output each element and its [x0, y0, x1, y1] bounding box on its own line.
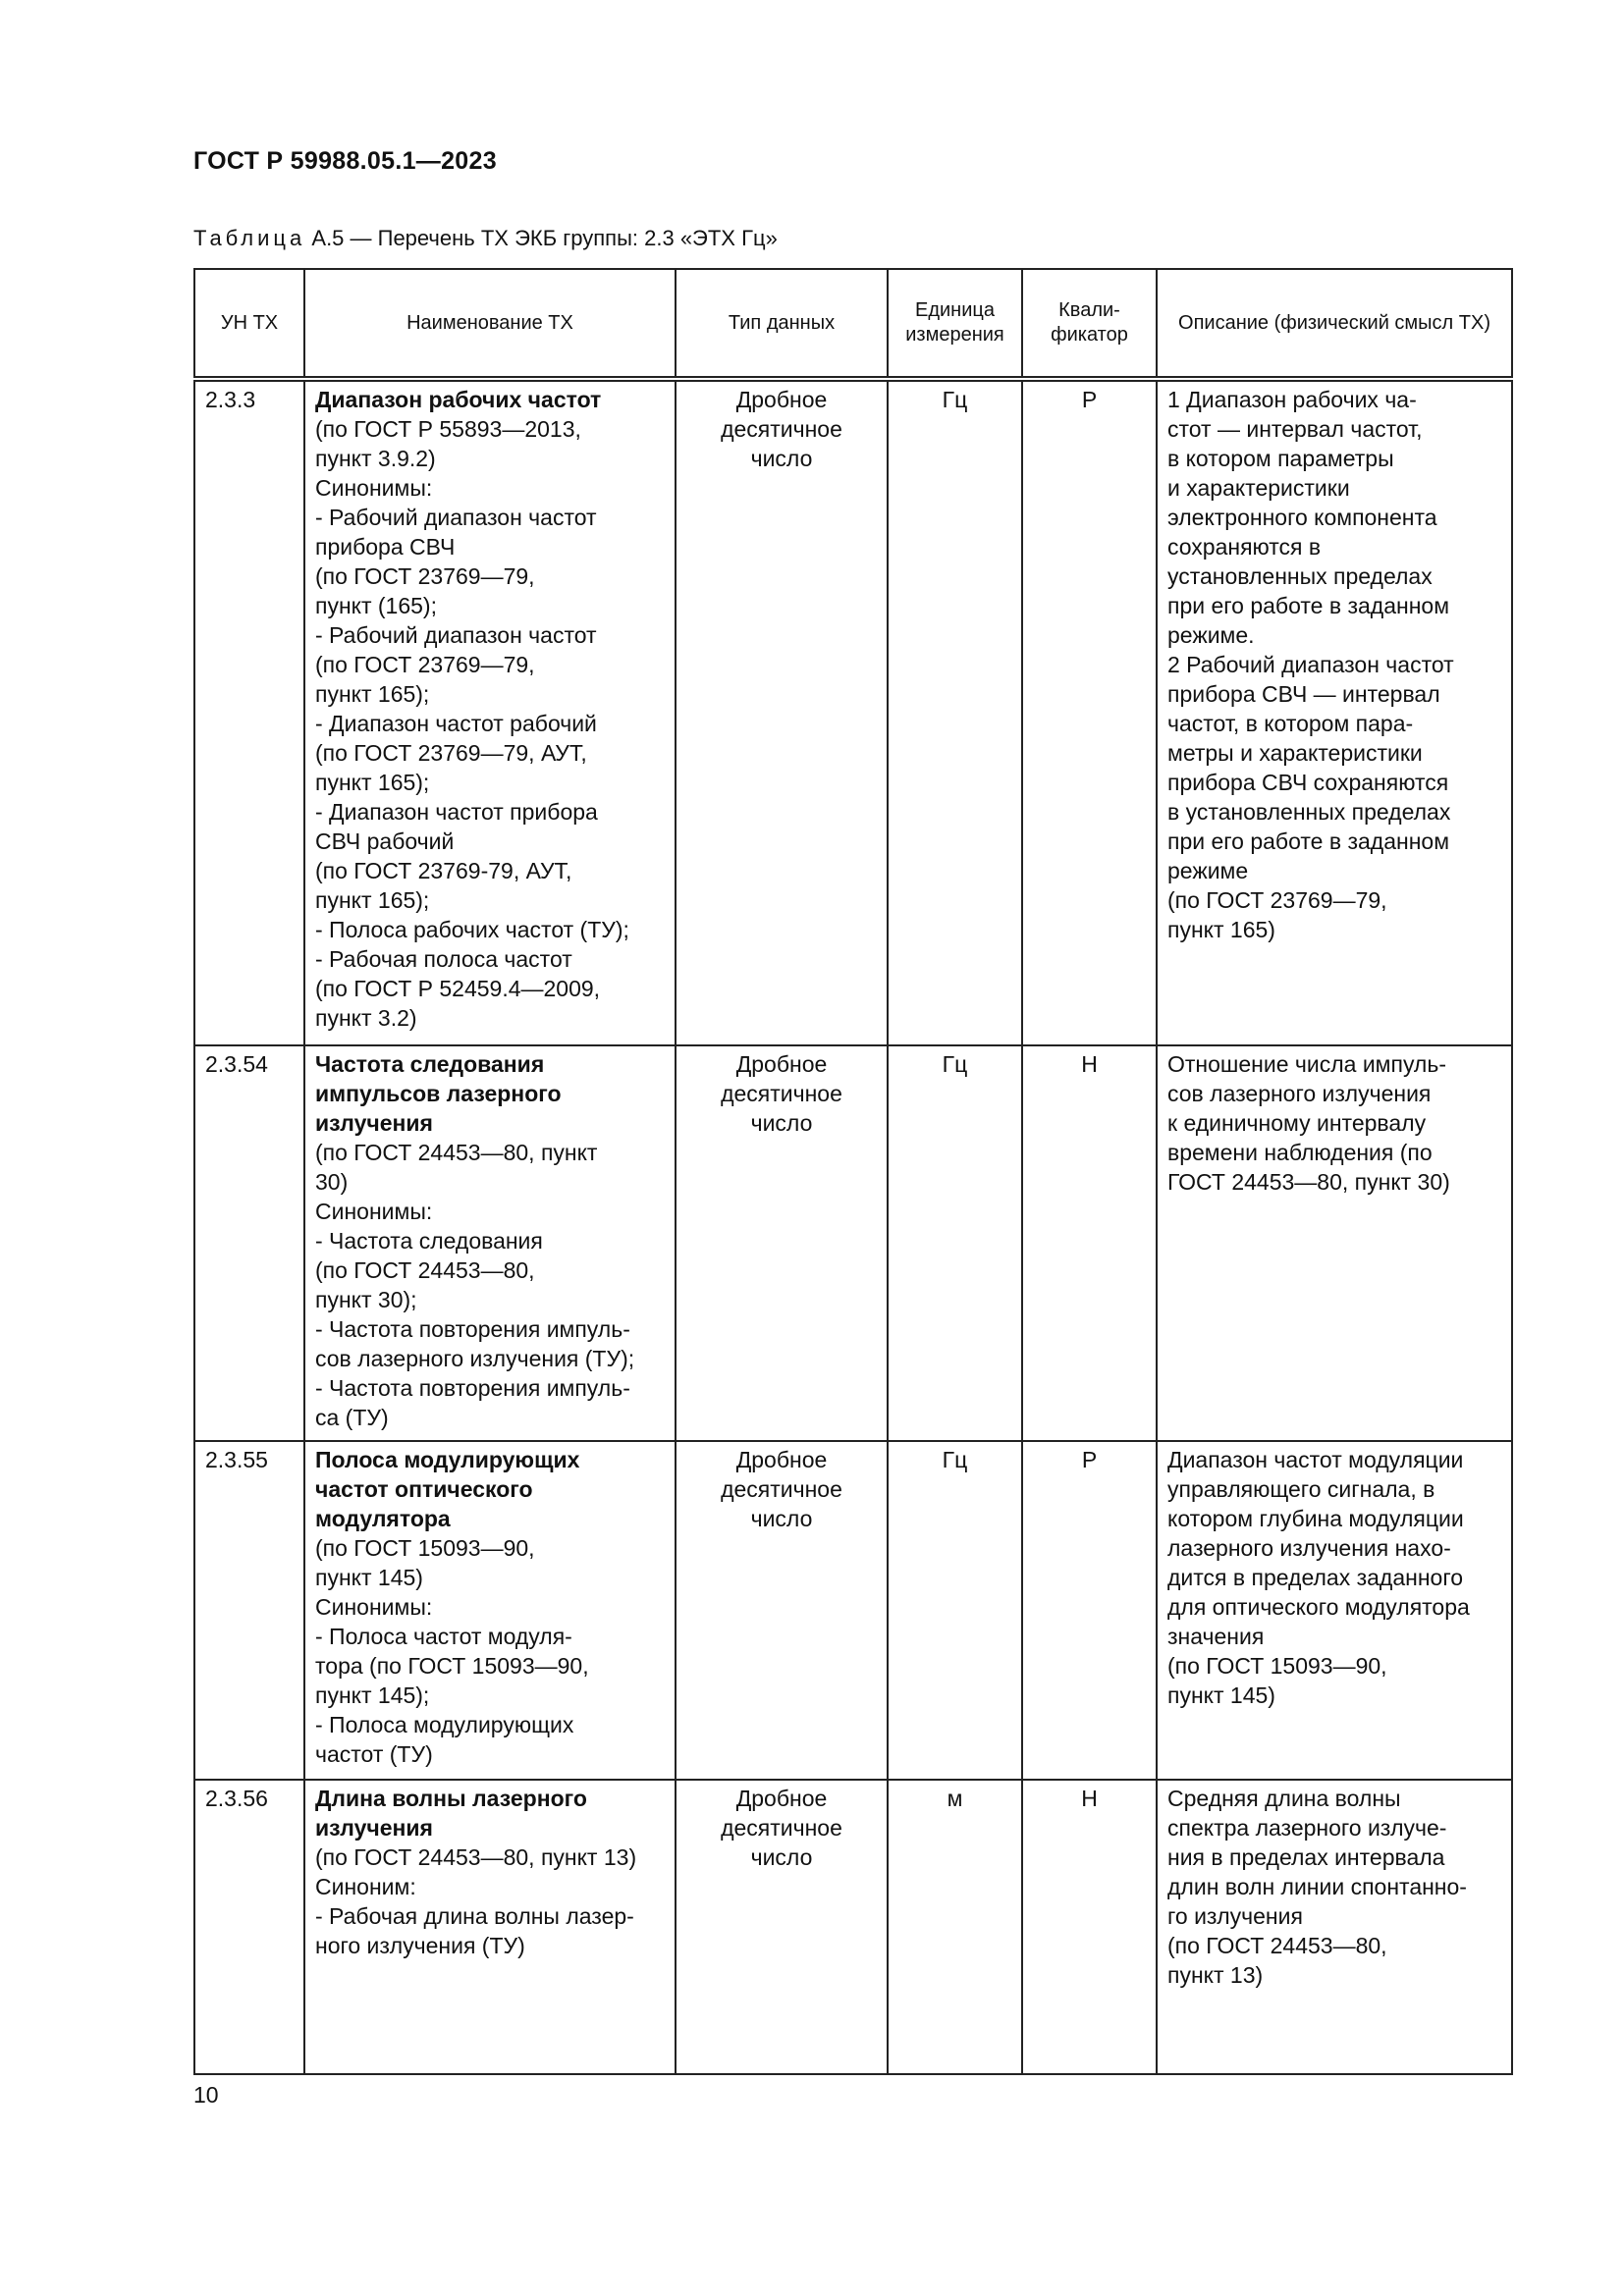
cell-code: 2.3.3	[194, 379, 304, 1045]
table-row	[194, 379, 1512, 1045]
table-caption-label: Таблица	[193, 226, 306, 250]
cell-qualifier: Р	[1022, 379, 1157, 1045]
table-row	[194, 1780, 1512, 2074]
cell-type: Дробное десятичное число	[676, 379, 888, 1045]
column-header-name: Наименование ТХ	[304, 269, 676, 379]
cell-unit: м	[888, 1780, 1022, 2074]
cell-type: Дробное десятичное число	[676, 1441, 888, 1780]
characteristic-name: Диапазон рабочих частот	[315, 387, 602, 412]
column-header-code: УН ТХ	[194, 269, 304, 379]
characteristic-name: Длина волны лазерного излучения	[315, 1786, 587, 1841]
cell-qualifier: Н	[1022, 1045, 1157, 1441]
column-header-description: Описание (физический смысл ТХ)	[1157, 269, 1512, 379]
table-caption-text: А.5 — Перечень ТХ ЭКБ группы: 2.3 «ЭТХ Гц»	[311, 226, 778, 250]
cell-unit: Гц	[888, 1045, 1022, 1441]
cell-name	[304, 379, 676, 1045]
characteristics-table	[193, 268, 1513, 2075]
cell-qualifier: Н	[1022, 1780, 1157, 2074]
column-header-qualifier: Квали- фикатор	[1022, 269, 1157, 379]
characteristic-references: (по ГОСТ 24453—80, пункт 30) Синонимы: - Частота следования (по ГОСТ 24453—80, пункт 30); - Частота повторения импуль- сов лазерного излучения (ТУ); - Частота повторения импуль- са (ТУ)	[315, 1140, 635, 1430]
cell-type: Дробное десятичное число	[676, 1045, 888, 1441]
cell-name	[304, 1780, 676, 2074]
characteristic-references: (по ГОСТ 15093—90, пункт 145) Синонимы: - Полоса частот модуля- тора (по ГОСТ 15093—90, пункт 145); - Полоса модулирующих частот (ТУ)	[315, 1535, 589, 1767]
page-number: 10	[193, 2082, 219, 2108]
table-header-row	[194, 269, 1512, 379]
characteristic-references: (по ГОСТ 24453—80, пункт 13) Синоним: - Рабочая длина волны лазер- ного излучения (ТУ)	[315, 1844, 637, 1958]
cell-name	[304, 1045, 676, 1441]
table-container	[193, 268, 1511, 2075]
column-header-unit: Единица измерения	[888, 269, 1022, 379]
cell-unit: Гц	[888, 1441, 1022, 1780]
table-row	[194, 1441, 1512, 1780]
column-header-type: Тип данных	[676, 269, 888, 379]
characteristic-name: Частота следования импульсов лазерного излучения	[315, 1051, 562, 1136]
table-caption	[193, 226, 778, 251]
cell-qualifier: Р	[1022, 1441, 1157, 1780]
cell-type: Дробное десятичное число	[676, 1780, 888, 2074]
table-row	[194, 1045, 1512, 1441]
cell-description: Отношение числа импуль- сов лазерного излучения к единичному интервалу времени наблюдения (по ГОСТ 24453—80, пункт 30)	[1157, 1045, 1512, 1441]
cell-code: 2.3.56	[194, 1780, 304, 2074]
cell-code: 2.3.55	[194, 1441, 304, 1780]
cell-description: 1 Диапазон рабочих ча- стот — интервал частот, в котором параметры и характеристики электронного компонента сохраняются в установленных пределах при его работе в заданном режиме. 2 Рабочий диапазон частот прибора СВЧ — интервал частот, в котором пара- метры и характеристики прибора СВЧ сохраняются в установленных пределах при его работе в заданном режиме (по ГОСТ 23769—79, пункт 165)	[1157, 379, 1512, 1045]
document-code: ГОСТ Р 59988.05.1—2023	[193, 147, 497, 175]
cell-unit: Гц	[888, 379, 1022, 1045]
characteristic-name: Полоса модулирующих частот оптического модулятора	[315, 1447, 580, 1531]
cell-code: 2.3.54	[194, 1045, 304, 1441]
cell-description: Средняя длина волны спектра лазерного излуче- ния в пределах интервала длин волн линии спонтанно- го излучения (по ГОСТ 24453—80, пункт 13)	[1157, 1780, 1512, 2074]
cell-name	[304, 1441, 676, 1780]
characteristic-references: (по ГОСТ Р 55893—2013, пункт 3.9.2) Синонимы: - Рабочий диапазон частот прибора СВЧ (по ГОСТ 23769—79, пункт (165); - Рабочий диапазон частот (по ГОСТ 23769—79, пункт 165); - Диапазон частот рабочий (по ГОСТ 23769—79, АУТ, пункт 165); - Диапазон частот прибора СВЧ рабочий (по ГОСТ 23769-79, АУТ, пункт 165); - Полоса рабочих частот (ТУ); - Рабочая полоса частот (по ГОСТ Р 52459.4—2009, пункт 3.2)	[315, 416, 629, 1031]
cell-description: Диапазон частот модуляции управляющего сигнала, в котором глубина модуляции лазерного излучения нахо- дится в пределах заданного для оптического модулятора значения (по ГОСТ 15093—90, пункт 145)	[1157, 1441, 1512, 1780]
